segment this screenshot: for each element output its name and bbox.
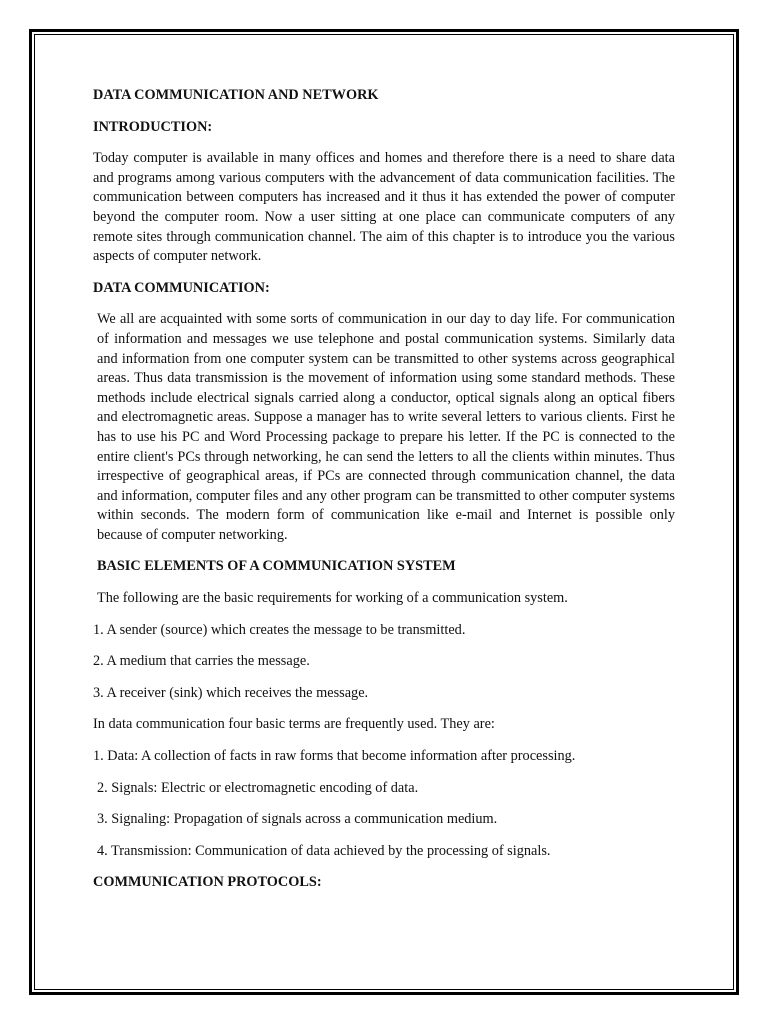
basic-elements-intro: The following are the basic requirements for working of a communication system. [97,590,568,607]
terms-intro: In data communication four basic terms are frequently used. They are: [93,716,495,733]
term-item-2: 2. Signals: Electric or electromagnetic encoding of data. [97,779,419,796]
basic-elements-heading: BASIC ELEMENTS OF A COMMUNICATION SYSTEM [97,558,456,575]
requirement-item-2: 2. A medium that carries the message. [93,653,310,670]
term-item-4: 4. Transmission: Communication of data achieved by the processing of signals. [97,842,551,859]
requirement-item-1: 1. A sender (source) which creates the message to be transmitted. [93,621,466,638]
document-body [93,86,675,893]
protocols-heading: COMMUNICATION PROTOCOLS: [93,874,322,891]
data-communication-paragraph: We all are acquainted with some sorts of communication in our day to day life. For communication of information and messages we use telephone and postal communication systems. Similarly data and information from one computer system can be transmitted to other systems across geographical areas. Thus data transmission is the movement of information using some standard methods. These methods include electrical signals carried along a conductor, optical signals along an optical fibers and electromagnetic areas. Suppose a manager has to write several letters to various clients. First he has to use his PC and Word Processing package to prepare his letter. If the PC is connected to the entire client's PCs through networking, he can send the letters to all the clients within minutes. Thus irrespective of geographical areas, if PCs are connected through communication channel, the data and information, computer files and any other program can be transmitted to other computer systems within seconds. The modern form of communication like e-mail and Internet is possible only because of computer networking. [97,311,675,543]
term-item-3: 3. Signaling: Propagation of signals across a communication medium. [97,811,498,828]
term-item-1: 1. Data: A collection of facts in raw forms that become information after processing. [93,748,576,765]
data-communication-heading: DATA COMMUNICATION: [93,279,270,296]
intro-paragraph: Today computer is available in many offices and homes and therefore there is a need to share data and programs among various computers with the advancement of data communication facilities. The communication between computers has increased and it thus it has extended the power of computer beyond the computer room. Now a user sitting at one place can communicate computers of any remote sites through communication channel. The aim of this chapter is to introduce you the various aspects of computer network. [93,150,675,265]
requirement-item-3: 3. A receiver (sink) which receives the message. [93,684,369,701]
intro-heading: INTRODUCTION: [93,118,213,135]
document-title: DATA COMMUNICATION AND NETWORK [93,87,379,103]
